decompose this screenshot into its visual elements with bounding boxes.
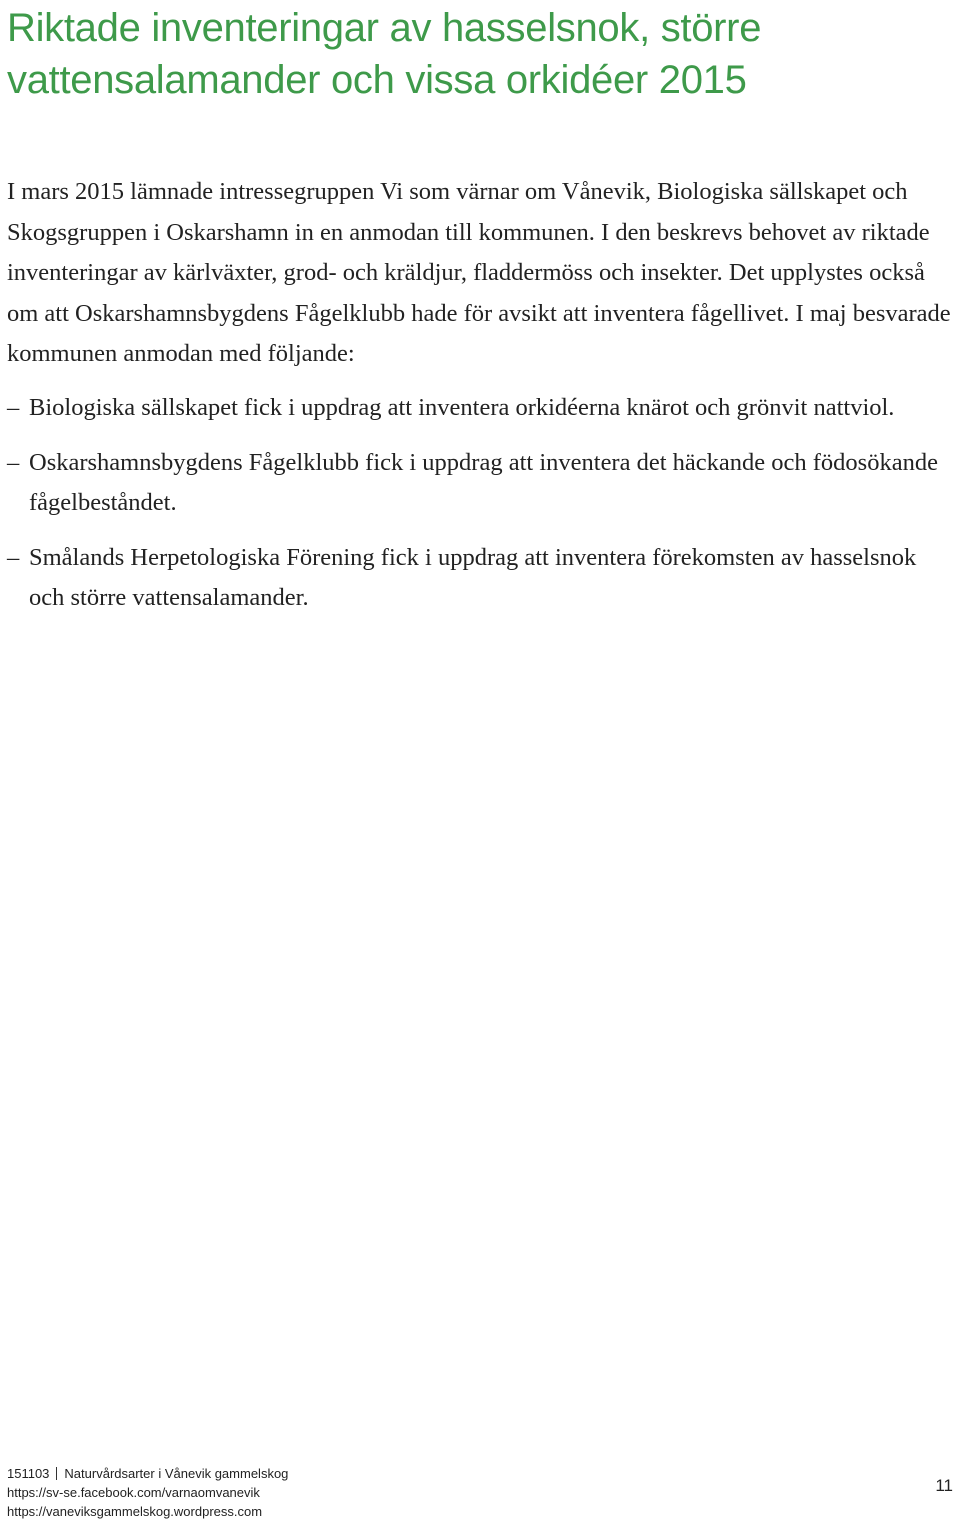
footer-facebook-link: https://sv-se.facebook.com/varnaomvanevik [7,1485,260,1500]
list-dash: – [7,449,20,476]
footer-website-link: https://vaneviksgammelskog.wordpress.com [7,1504,263,1519]
assignment-list [7,388,952,633]
list-item-text: Smålands Herpetologiska Förening fick i uppdrag att inventera förekomsten av hasselsnok och större vattensalamander. [29,544,917,611]
footer-line-publication [7,1464,953,1483]
list-item [7,443,952,523]
list-dash: – [7,544,20,571]
list-item-text: Biologiska sällskapet fick i uppdrag att inventera orkidéerna knärot och grönvit nattviol. [29,394,895,421]
page-footer [7,1464,953,1521]
page-title: Riktade inventeringar av hasselsnok, större vattensalamander och vissa orkidéer 2015 [7,6,762,102]
list-item-text: Oskarshamnsbygdens Fågelklubb fick i uppdrag att inventera det häckande och födosökande fågelbeståndet. [29,449,938,516]
footer-publication: Naturvårdsarter i Vånevik gammelskog [64,1466,289,1481]
list-item [7,538,952,618]
list-dash: – [7,394,20,421]
footer-date-code: 151103 [7,1466,50,1481]
intro-paragraph: I mars 2015 lämnade intressegruppen Vi som värnar om Vånevik, Biologiska sällskapet och Skogsgruppen i Oskarshamn in en anmodan till kommunen. I den beskrevs behovet av riktade inventeringar av kärlväxter, grod- och kräldjur, fladdermöss och insekter. Det upplystes också om att Oskarshamnsbygdens Fågelklubb hade för avsikt att inventera fågellivet. I maj besvarade kommunen anmodan med följande: [7,178,951,367]
list-item [7,388,952,428]
page-number: 11 [935,1476,953,1495]
footer-separator [56,1467,57,1480]
